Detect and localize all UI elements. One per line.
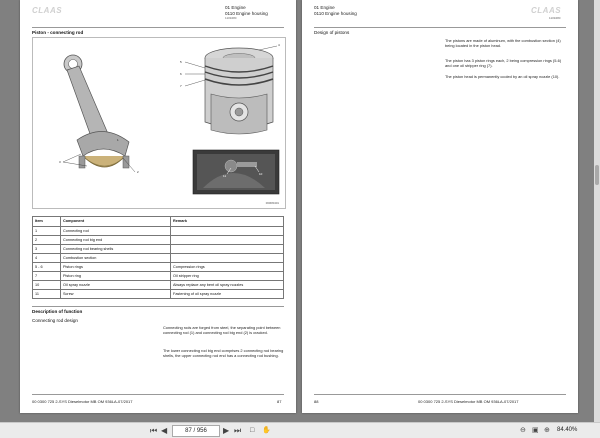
section-rule xyxy=(32,306,284,307)
prev-page-icon[interactable]: ◀ xyxy=(161,426,168,435)
technical-illustration xyxy=(33,38,285,208)
header-rule xyxy=(32,27,284,28)
vertical-scrollbar[interactable] xyxy=(594,0,600,422)
table-row xyxy=(33,280,284,289)
cell-item: 7 xyxy=(33,271,61,280)
table-row xyxy=(33,253,284,262)
page-88 xyxy=(302,0,578,413)
hand-icon[interactable]: ✋ xyxy=(262,427,271,434)
component-table xyxy=(32,216,284,299)
callout-2: 2 xyxy=(137,170,139,174)
fit-page-icon[interactable]: ▣ xyxy=(532,427,539,434)
cell-remark: Fastening of oil spray nozzle xyxy=(171,289,284,298)
design-paragraph-3: The piston head is permanently cooled by an oil spray nozzle (10). xyxy=(445,74,560,79)
callout-10: 10 xyxy=(259,172,263,176)
header-code: 1109480 xyxy=(225,16,237,20)
select-icon[interactable]: □ xyxy=(250,427,255,434)
function-paragraph-2: The lower connecting rod big end comprises 2 connecting rod bearing shells, the upper connecting rod end has a connecting rod bushing. xyxy=(163,348,284,358)
design-paragraph-1: The pistons are made of aluminum, with the combustion section (4) being located in the piston head. xyxy=(445,38,561,48)
cell-item: 1 xyxy=(33,226,61,235)
cell-component: Screw xyxy=(61,289,171,298)
cell-item: 3 xyxy=(33,244,61,253)
design-paragraph-2: The piston has 3 piston rings each, 2 being compression rings (5-6) and one oil stripper ring (7). xyxy=(445,58,562,68)
cell-remark xyxy=(171,235,284,244)
header-subchapter: 0110 Engine housing xyxy=(314,10,357,16)
footer-doc: 00 0300 725 2-SYS Dieselmotor MB OM 936LA-07/2017 xyxy=(418,399,519,404)
cell-item: 5 - 6 xyxy=(33,262,61,271)
header-chapter: 01 Engine xyxy=(225,5,246,10)
function-paragraph-1: Connecting rods are forged from steel, the separating point between connecting rod (1) and connecting rod big end (2) is cracked. xyxy=(163,325,281,335)
piston-drawing xyxy=(185,46,277,134)
callout-11: 11 xyxy=(223,174,227,178)
table-row xyxy=(33,226,284,235)
page-number-input[interactable]: 87 / 956 xyxy=(172,425,220,437)
figure-code: 0606f0401 xyxy=(265,201,279,205)
next-page-icon[interactable]: ▶ xyxy=(223,426,230,435)
table-row xyxy=(33,262,284,271)
footer-rule xyxy=(32,394,284,395)
page-number: 87 xyxy=(277,399,282,404)
cell-item: 10 xyxy=(33,280,61,289)
callout-7: 7 xyxy=(180,84,182,88)
section-title: Piston - connecting rod xyxy=(32,30,84,35)
first-page-icon[interactable]: ⏮ xyxy=(150,426,158,435)
cell-component: Piston ring xyxy=(61,271,171,280)
table-row xyxy=(33,244,284,253)
header-code: 1109480 xyxy=(549,16,561,20)
zoom-level[interactable]: 84.40% xyxy=(557,427,578,433)
cell-component: Oil spray nozzle xyxy=(61,280,171,289)
table-header-row xyxy=(33,217,284,227)
callout-6: 6 xyxy=(180,72,182,76)
zoom-in-icon[interactable]: ⊕ xyxy=(544,427,550,434)
cell-remark: Always replace any bent oil spray nozzles xyxy=(171,280,284,289)
scrollbar-thumb[interactable] xyxy=(595,165,599,185)
claas-logo: CLAAS xyxy=(531,6,562,15)
callout-5: 5 xyxy=(180,60,182,64)
connecting-rod-drawing xyxy=(63,55,135,172)
header-subchapter: 0110 Engine housing xyxy=(225,10,268,16)
cell-component: Combustion section xyxy=(61,253,171,262)
zoom-out-icon[interactable]: ⊖ xyxy=(520,427,526,434)
cell-remark: Oil stripper ring xyxy=(171,271,284,280)
cell-item: 11 xyxy=(33,289,61,298)
oil-spray-nozzle-photo xyxy=(193,150,279,194)
col-header-remark: Remark xyxy=(171,217,284,227)
cell-remark xyxy=(171,253,284,262)
table-row xyxy=(33,235,284,244)
header-rule xyxy=(314,27,566,28)
col-header-component: Component xyxy=(61,217,171,227)
page-header xyxy=(314,5,357,16)
page-header xyxy=(225,5,268,22)
callout-1: 1 xyxy=(117,138,119,142)
cell-remark: Compression rings xyxy=(171,262,284,271)
cell-component: Connecting rod xyxy=(61,226,171,235)
viewer-toolbar xyxy=(0,422,600,438)
page-number: 88 xyxy=(314,399,319,404)
cell-item: 4 xyxy=(33,253,61,262)
piston-connecting-rod-figure xyxy=(32,37,286,209)
cell-component: Connecting rod bearing shells xyxy=(61,244,171,253)
footer-doc: 00 0300 725 2-SYS Dieselmotor MB OM 936LA-07/2017 xyxy=(32,399,133,404)
col-header-item: Item xyxy=(33,217,61,227)
last-page-icon[interactable]: ⏭ xyxy=(234,426,242,435)
header-code-block xyxy=(549,16,560,22)
page-87 xyxy=(20,0,296,413)
header-chapter: 01 Engine xyxy=(314,5,335,10)
claas-logo: CLAAS xyxy=(32,6,63,15)
function-subtitle: Connecting rod design xyxy=(32,318,78,323)
footer-rule xyxy=(314,394,566,395)
table-row xyxy=(33,271,284,280)
callout-4: 4 xyxy=(278,43,280,47)
section-title: Design of pistons xyxy=(314,30,350,35)
function-title: Description of function xyxy=(32,309,83,314)
cell-component: Piston rings xyxy=(61,262,171,271)
cell-remark xyxy=(171,226,284,235)
cell-item: 2 xyxy=(33,235,61,244)
cell-component: Connecting rod big end xyxy=(61,235,171,244)
cell-remark xyxy=(171,244,284,253)
callout-3: 3 xyxy=(59,160,61,164)
table-row xyxy=(33,289,284,298)
